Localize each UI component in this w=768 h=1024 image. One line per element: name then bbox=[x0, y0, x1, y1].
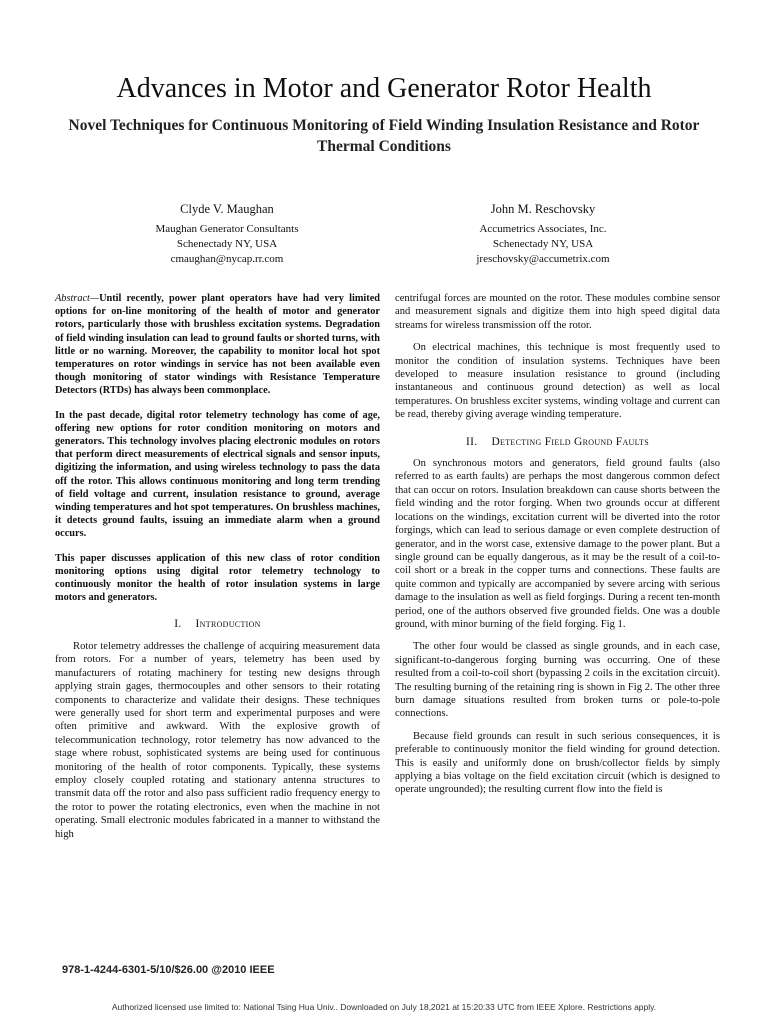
author-block-2 bbox=[413, 202, 673, 267]
right-column bbox=[395, 292, 720, 806]
abstract-paragraph-2: In the past decade, digital rotor telemetry technology has come of age, offering new options for rotor condition monitoring on motors and generators. This technology involves placing electronic modules on rotors that perform direct measurements of electrical signals and sensor inputs, digitizing the information, and using wireless technology to pass the data off the rotor. This allows continuous monitoring and long term trending of field voltage and current, insulation resistance to ground, average winding temperatures and hot spot temperatures. On brushless machines, it detects ground faults, issuing an immediate alarm when a ground occurs. bbox=[55, 409, 380, 540]
left-column bbox=[55, 292, 380, 841]
author-email: jreschovsky@accumetrix.com bbox=[476, 253, 610, 265]
abstract-paragraph-1 bbox=[55, 292, 380, 398]
paper-subtitle: Novel Techniques for Continuous Monitoring of Field Winding Insulation Resistance and Rotor Thermal Conditions bbox=[68, 117, 700, 155]
author-location: Schenectady NY, USA bbox=[492, 238, 594, 250]
author-name: John M. Reschovsky bbox=[490, 202, 596, 216]
author-location: Schenectady NY, USA bbox=[176, 238, 278, 250]
author-email: cmaughan@nycap.rr.com bbox=[170, 253, 284, 265]
abstract-text-1: Until recently, power plant operators have had very limited options for on-line monitoring of the health of motor and generator rotors, particularly those with brushless excitation systems. Degradation of field winding insulation can lead to ground faults or shorted turns, with little or no warning. Moreover, the capability to monitor local hot spot temperatures on rotor windings in service has not been available even though monitoring of stator windings with Resistance Temperature Detectors (RTDs) has always been commonplace. bbox=[55, 293, 380, 397]
ground-faults-paragraph-1: On synchronous motors and generators, field ground faults (also referred to as earth faults) are perhaps the most dangerous common defect that can occur on rotors. Insulation breakdown can cause shorts between the field winding and the rotor forging. When two grounds occur at different locations on the windings, excitation current will be diverted into the rotor forgings, which can lead to serious damage or even complete destruction of generator, and in the worst case, extensive damage to the power plant. But a single ground can be equally dangerous, as it may be the result of a coil-to-coil short or a break in the copper turns and connections. These faults are quite common and typically are accompanied by severe arcing with serious damage to the insulation as well as field forgings. During a recent ten-month period, one of the authors observed five grounded fields. One was a double ground, with minor burning of the field forging. Fig 1. bbox=[395, 458, 720, 630]
abstract-label: Abstract bbox=[55, 293, 90, 304]
section-title: Detecting Field Ground Faults bbox=[491, 435, 649, 448]
ground-faults-paragraph-2: The other four would be classed as single grounds, and in each case, significant-to-dangerous forging burning was occurring. One of these resulted from a coil-to-coil short (bypassing 2 coils in the excitation circuit). The resulting burning of the retaining ring is shown in Fig 2. The other three burn damage situations resulted from broken turns or pole-to-pole connections. bbox=[395, 641, 720, 720]
electrical-machines-paragraph: On electrical machines, this technique is most frequently used to monitor the condition of insulation systems. Techniques have been developed to measure insulation resistance to ground (including instantaneous and continuous ground detection) as well as local temperatures. On brushless exciter systems, winding voltage and current can be read, thereby giving average winding temperature. bbox=[395, 342, 720, 421]
section-number: II. bbox=[466, 435, 478, 448]
section-number: I. bbox=[174, 618, 182, 631]
ground-faults-paragraph-3: Because field grounds can result in such serious consequences, it is preferable to continuously monitor the field winding for ground detection. This is easily and uniformly done on brush/collector fields by simply applying a bias voltage on the field excitation circuit (which is designed to operate ungrounded); the resulting current flow into the field is bbox=[395, 730, 720, 796]
section-heading-introduction bbox=[55, 618, 380, 631]
paper-title: Advances in Motor and Generator Rotor Health bbox=[116, 73, 652, 104]
author-affiliation: Maughan Generator Consultants bbox=[155, 223, 299, 235]
introduction-paragraph-continued: centrifugal forces are mounted on the rotor. These modules combine sensor and measurement signals and digitize them into high speed digital data streams for wireless transmission off the rotor. bbox=[395, 293, 720, 331]
author-name: Clyde V. Maughan bbox=[180, 202, 274, 216]
author-affiliation: Accumetrics Associates, Inc. bbox=[479, 223, 607, 235]
section-title: Introduction bbox=[195, 618, 261, 631]
abstract-dash: — bbox=[89, 293, 100, 304]
section-heading-field-ground-faults bbox=[395, 436, 720, 449]
author-block-1 bbox=[97, 202, 357, 267]
isbn-footer: 978-1-4244-6301-5/10/$26.00 @2010 IEEE bbox=[62, 964, 275, 976]
introduction-paragraph: Rotor telemetry addresses the challenge of acquiring measurement data from rotors. For a number of years, telemetry has been used by manufacturers of rotating machinery for testing new designs through applying strain gages, thermocouples and other sensors to their rotating components to characterize and validate their designs. These techniques were generally used for short term and experimental purposes and were often primitive and awkward. With the explosive growth of telecommunication technology, rotor telemetry has now advanced to the stage where robust, sophisticated systems are being used for continuous monitoring of the health of rotor components. Typically, these systems employ closely coupled rotating and stationary antenna structures to transmit data off the rotor and also pass sufficient radio frequency energy to the rotor to power the rotating electronics, even when the machine in not operating. Small electronic modules fabricated in a manner to withstand the high bbox=[55, 640, 380, 840]
license-notice: Authorized licensed use limited to: National Tsing Hua Univ.. Downloaded on July 18,2021 at 15:20:33 UTC from IEEE Xplore. Restrictions apply. bbox=[111, 1002, 657, 1012]
abstract bbox=[55, 292, 380, 604]
abstract-paragraph-3: This paper discusses application of this new class of rotor condition monitoring options using digital rotor telemetry technology to continuously monitor the health of rotor insulation systems in large motors and generators. bbox=[55, 552, 380, 604]
